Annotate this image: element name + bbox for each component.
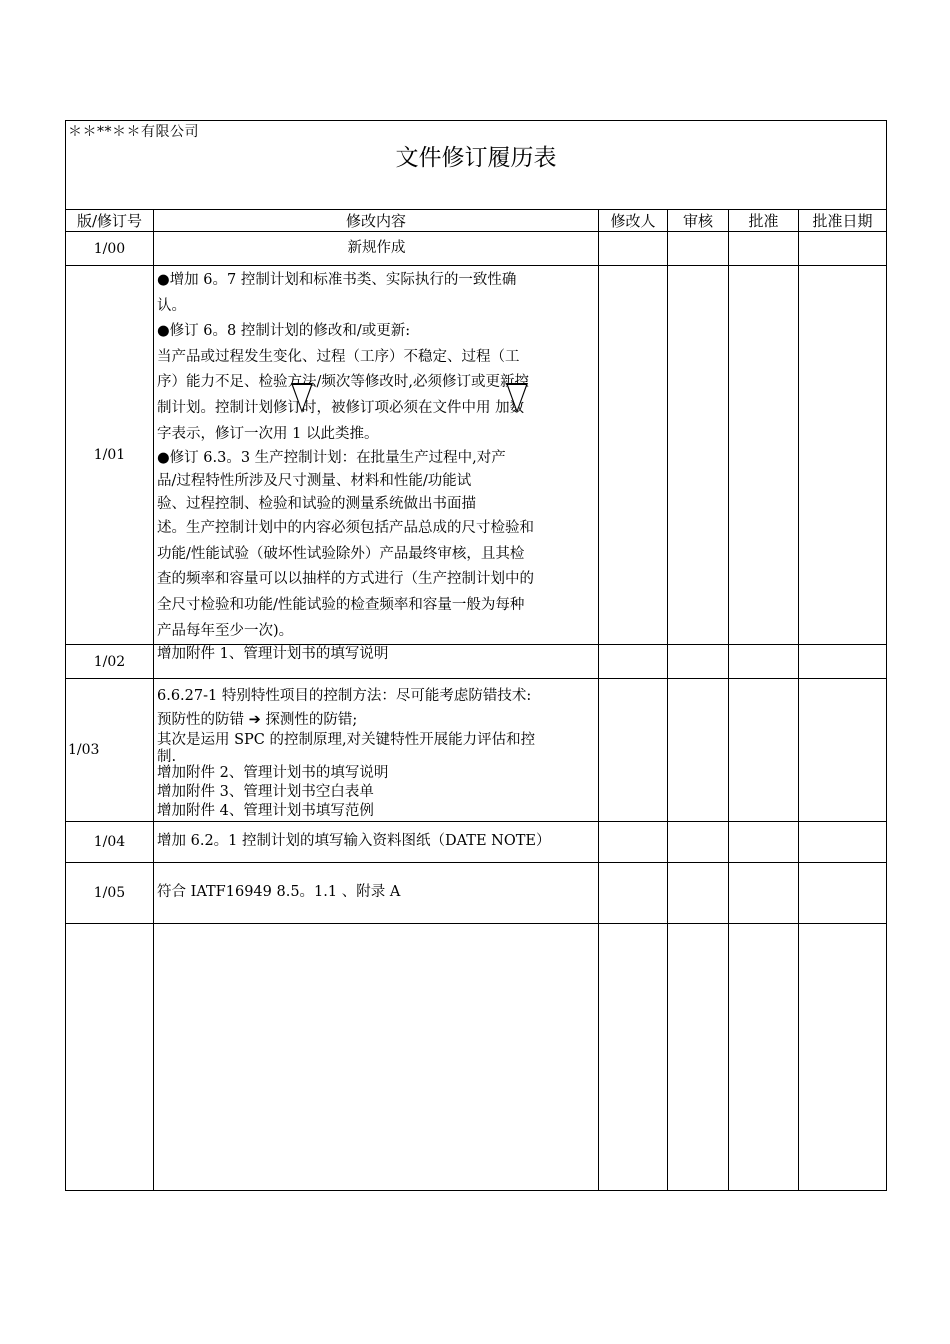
- approve-cell: [729, 863, 799, 924]
- content-line: [157, 709, 596, 731]
- content-line: 制.: [157, 749, 177, 766]
- revision-table: [65, 120, 887, 1191]
- reviser-cell: [599, 863, 668, 924]
- content-line: 验、过程控制、检验和试验的测量系统做出书面描: [157, 496, 476, 513]
- content-line: 6.6.27-1 特别特性项目的控制方法：尽可能考虑防错技术:: [157, 688, 532, 705]
- right-arrow-icon: ➔: [248, 712, 261, 729]
- content-line: ●修订 6。8 控制计划的修改和/或更新:: [157, 323, 411, 340]
- content-line: 序）能力不足、检验方法/频次等修改时,必须修订或更新控: [157, 374, 529, 391]
- table-row: [66, 863, 887, 924]
- content-line: ●增加 6。7 控制计划和标准书类、实际执行的一致性确: [157, 272, 517, 288]
- content-line: 其次是运用 SPC 的控制原理,对关键特性开展能力评估和控: [157, 732, 536, 749]
- content-line: 全尺寸检验和功能/性能试验的检查频率和容量一般为每种: [157, 596, 525, 613]
- content-line: 增加附件 3、管理计划书空白表单: [157, 784, 374, 801]
- inverted-triangle-icon: [506, 383, 528, 413]
- approve-cell: [729, 822, 799, 863]
- table-row: [66, 822, 887, 863]
- content-line: 功能/性能试验（破坏性试验除外）产品最终审核，且其检: [157, 545, 525, 562]
- content-line: 认。: [157, 297, 186, 314]
- content-cell: [154, 863, 599, 924]
- revision-history-document: [65, 120, 886, 1191]
- content-line: [157, 396, 596, 422]
- content-cell: [154, 822, 599, 863]
- content-line: 字表示，修订一次用 1 以此类推。: [157, 425, 379, 442]
- review-cell: [668, 924, 729, 1191]
- content-line: 增加附件 1、管理计划书的填写说明: [157, 646, 389, 663]
- version-cell: 1/00: [66, 232, 154, 266]
- content-line: 新规作成: [347, 239, 406, 256]
- column-header-version: 版/修订号: [66, 210, 154, 232]
- column-header-approve-date: 批准日期: [799, 210, 887, 232]
- content-line-text: 制计划。控制计划修订时，被修订项必须在文件中用 加数: [157, 399, 525, 416]
- version-cell: 1/02: [66, 645, 154, 679]
- column-header-review: 审核: [668, 210, 729, 232]
- approve-date-cell: [799, 645, 887, 679]
- content-line: 产品每年至少一次)。: [157, 622, 294, 639]
- review-cell: [668, 822, 729, 863]
- review-cell: [668, 863, 729, 924]
- content-line: ●修订 6.3。3 生产控制计划：在批量生产过程中,对产: [157, 450, 506, 467]
- content-line-text: 探测性的防错;: [265, 712, 358, 729]
- version-cell: 1/01: [66, 266, 154, 645]
- reviser-cell: [599, 822, 668, 863]
- company-name: ＊＊**＊＊有限公司: [68, 124, 199, 140]
- approve-cell: [729, 232, 799, 266]
- document-title: 文件修订履历表: [395, 145, 557, 171]
- approve-date-cell: [799, 863, 887, 924]
- reviser-cell: [599, 924, 668, 1191]
- review-cell: [668, 679, 729, 822]
- table-row: [66, 232, 887, 266]
- version-cell: 1/04: [66, 822, 154, 863]
- approve-date-cell: [799, 232, 887, 266]
- approve-date-cell: [799, 266, 887, 645]
- review-cell: [668, 232, 729, 266]
- approve-cell: [729, 679, 799, 822]
- content-line: 当产品或过程发生变化、过程（工序）不稳定、过程（工: [157, 348, 520, 365]
- approve-date-cell: [799, 924, 887, 1191]
- approve-date-cell: [799, 679, 887, 822]
- content-line: 增加附件 2、管理计划书的填写说明: [157, 765, 389, 782]
- version-cell: [66, 924, 154, 1191]
- content-cell: [154, 266, 599, 645]
- approve-cell: [729, 266, 799, 645]
- content-line: 增加附件 4、管理计划书填写范例: [157, 803, 374, 820]
- reviser-cell: [599, 645, 668, 679]
- content-line: 符合 IATF16949 8.5。1.1 、附录 A: [157, 884, 401, 901]
- content-cell: [154, 645, 599, 679]
- table-row: [66, 266, 887, 645]
- reviser-cell: [599, 266, 668, 645]
- content-cell: [154, 232, 599, 266]
- content-line: 述。生产控制计划中的内容必须包括产品总成的尺寸检验和: [157, 520, 534, 537]
- content-line: 品/过程特性所涉及尺寸测量、材料和性能/功能试: [157, 473, 472, 490]
- review-cell: [668, 266, 729, 645]
- review-cell: [668, 645, 729, 679]
- inverted-triangle-icon: [291, 383, 313, 413]
- content-cell: [154, 924, 599, 1191]
- version-cell: 1/03: [66, 679, 154, 822]
- document-header: [66, 121, 887, 210]
- column-header-row: [66, 210, 887, 232]
- version-cell: 1/05: [66, 863, 154, 924]
- empty-table-row: [66, 924, 887, 1191]
- content-line-text: 预防性的防错: [157, 712, 244, 729]
- approve-cell: [729, 645, 799, 679]
- approve-cell: [729, 924, 799, 1191]
- column-header-reviser: 修改人: [599, 210, 668, 232]
- table-row: [66, 679, 887, 822]
- content-line: 查的频率和容量可以以抽样的方式进行（生产控制计划中的: [157, 571, 534, 588]
- table-row: [66, 645, 887, 679]
- column-header-approve: 批准: [729, 210, 799, 232]
- reviser-cell: [599, 679, 668, 822]
- content-line: 增加 6.2。1 控制计划的填写输入资料图纸（DATE NOTE）: [157, 833, 551, 850]
- reviser-cell: [599, 232, 668, 266]
- approve-date-cell: [799, 822, 887, 863]
- content-cell: [154, 679, 599, 822]
- column-header-content: 修改内容: [154, 210, 599, 232]
